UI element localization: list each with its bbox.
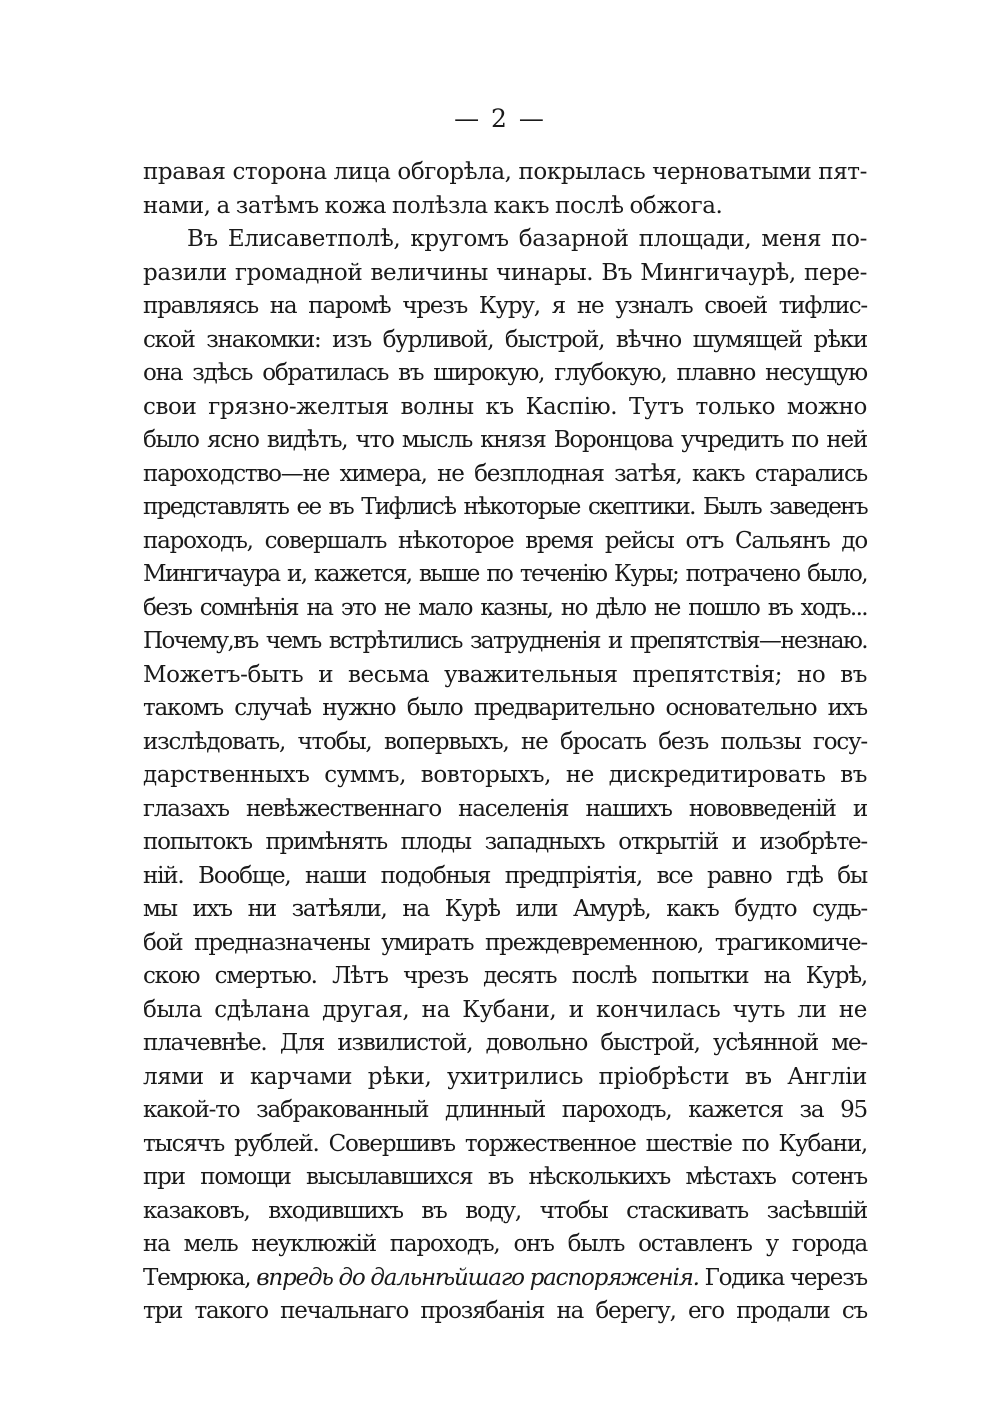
text-line: глазахъ невѣжественнаго населенія нашихъ нововведеній и xyxy=(143,795,867,822)
text-line: правляясь на паромѣ чрезъ Куру, я не узналъ своей тифлис- xyxy=(143,293,867,319)
text-line: разили громадной величины чинары. Въ Мингичаурѣ, пере- xyxy=(143,259,867,286)
text-line: Почему,въ чемъ встрѣтились затрудненія и препятствія—незнаю. xyxy=(143,628,867,654)
text-line: Мингичаура и, кажется, выше по теченію Куры; потрачено было, xyxy=(143,561,867,587)
text-line: свои грязно-желтыя волны къ Каспію. Тутъ только можно xyxy=(143,393,867,420)
text-line: плачевнѣе. Для извилистой, довольно быстрой, усѣянной ме- xyxy=(143,1030,867,1056)
text-line: она здѣсь обратилась въ широкую, глубокую, плавно несущую xyxy=(143,360,867,386)
text-line: безъ сомнѣнія на это не мало казны, но дѣло не пошло въ ходъ... xyxy=(143,594,867,621)
page-number: — 2 — xyxy=(454,104,546,133)
text-segment: Темрюка, xyxy=(143,1264,251,1291)
text-line: попытокъ примѣнять плоды западныхъ открытій и изобрѣте- xyxy=(143,829,867,855)
text-line: на мель неуклюжій пароходъ, онъ былъ оставленъ у города xyxy=(143,1231,867,1257)
text-line: дарственныхъ суммъ, вовторыхъ, не дискредитировать въ xyxy=(143,762,867,788)
text-line: нами, а затѣмъ кожа полѣзла какъ послѣ обжога. xyxy=(143,192,723,219)
text-line: изслѣдовать, чтобы, вопервыхъ, не бросать безъ пользы госу- xyxy=(143,728,867,755)
text-segment: Годика черезъ xyxy=(704,1264,867,1291)
text-line: при помощи высылавшихся въ нѣсколькихъ мѣстахъ сотенъ xyxy=(143,1164,867,1190)
text-line: Можетъ-быть и весьма уважительныя препятствія; но въ xyxy=(143,661,867,688)
italic-phrase: впредь до дальнѣйшаго распоряженія. xyxy=(256,1264,699,1291)
text-line: мы ихъ ни затѣяли, на Курѣ или Амурѣ, какъ будто судь- xyxy=(143,896,867,922)
text-line: ской знакомки: изъ бурливой, быстрой, вѣчно шумящей рѣки xyxy=(143,326,867,353)
text-line: три такого печальнаго прозябанія на берегу, его продали съ xyxy=(143,1298,867,1324)
text-line: казаковъ, входившихъ въ воду, чтобы стаскивать засѣвшій xyxy=(143,1197,867,1224)
text-line: была сдѣлана другая, на Кубани, и кончилась чуть ли не xyxy=(143,996,867,1023)
text-line xyxy=(143,1262,867,1296)
text-line: правая сторона лица обгорѣла, покрылась черноватыми пят- xyxy=(143,159,867,185)
text-line: представлять ее въ Тифлисѣ нѣкоторые скептики. Былъ заведенъ xyxy=(143,494,867,520)
text-line: лями и карчами рѣки, ухитрились пріобрѣсти въ Англіи xyxy=(143,1063,867,1090)
text-line: пароходъ, совершалъ нѣкоторое время рейсы отъ Сальянъ до xyxy=(143,527,867,554)
body-text xyxy=(143,156,867,1329)
text-line: Въ Елисаветполѣ, кругомъ базарной площади, меня по- xyxy=(187,226,867,252)
text-line: скою смертью. Лѣтъ чрезъ десять послѣ попытки на Курѣ, xyxy=(143,963,867,989)
text-line: пароходство—не химера, не безплодная затѣя, какъ старались xyxy=(143,460,867,487)
text-line: тысячъ рублей. Совершивъ торжественное шествіе по Кубани, xyxy=(143,1130,867,1157)
text-line: такомъ случаѣ нужно было предварительно основательно ихъ xyxy=(143,695,867,721)
text-line: ній. Вообще, наши подобныя предпріятія, все равно гдѣ бы xyxy=(143,862,867,889)
text-line: какой-то забракованный длинный пароходъ, кажется за 95 xyxy=(143,1097,867,1123)
text-line: бой предназначены умирать преждевременною, трагикомиче- xyxy=(143,929,867,956)
text-line: было ясно видѣть, что мысль князя Воронцова учредить по ней xyxy=(143,427,867,453)
